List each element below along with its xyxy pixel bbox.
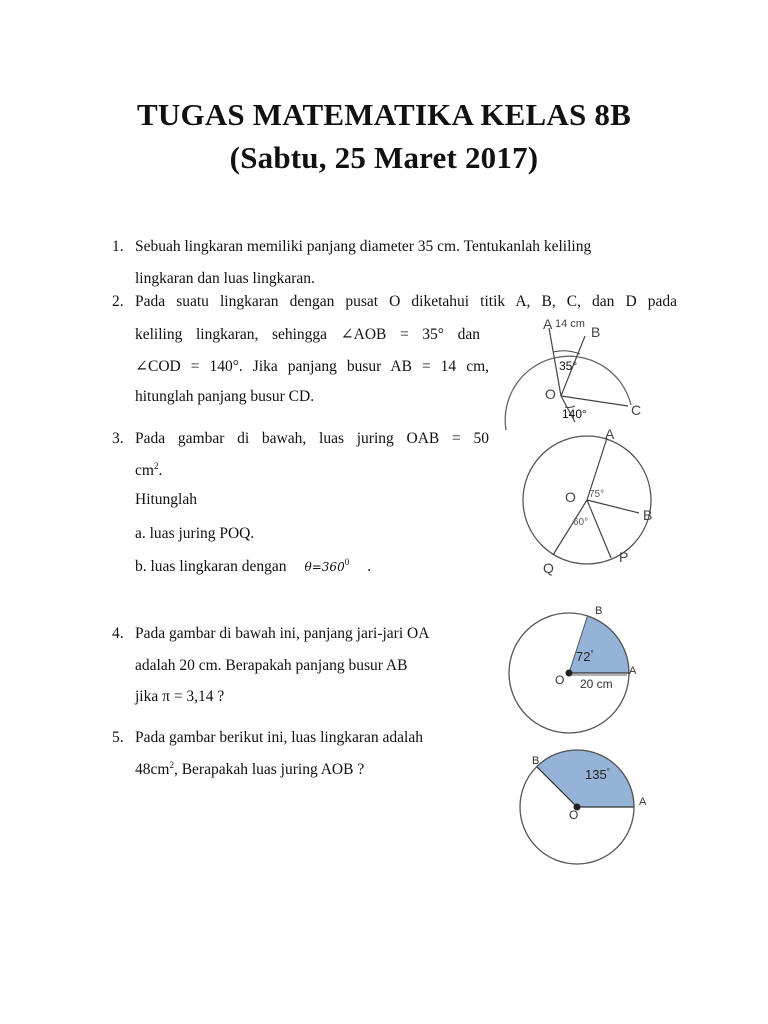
question-text: b. luas lingkaran dengan $\theta=360^0$ . (135, 556, 372, 575)
figure-q3-circle (505, 425, 665, 580)
radius-op (587, 500, 611, 558)
figure-q5-circle (505, 738, 665, 873)
label-a: A (543, 316, 553, 332)
radius-ob (587, 500, 639, 513)
label-angle-aob: 35° (559, 359, 578, 373)
label-b: B (643, 507, 653, 523)
label-a: A (629, 665, 637, 677)
shaded-sector (569, 616, 629, 673)
label-b: B (591, 324, 601, 340)
label-radius: 20 cm (580, 677, 613, 691)
label-c: C (631, 402, 642, 418)
question-text: a. luas juring POQ. (135, 525, 255, 542)
label-o: O (545, 386, 556, 402)
question-number: 3. (112, 430, 124, 447)
label-angle-aob: 75° (589, 489, 605, 500)
question-text: ∠COD = 140°. Jika panjang busur AB = 14 cm, (135, 358, 489, 375)
question-text: keliling lingkaran, sehingga ∠AOB = 35° dan (135, 326, 480, 343)
figure-q2-circle (495, 310, 655, 430)
label-arc-length: 14 cm (555, 318, 585, 330)
label-a: A (605, 426, 615, 442)
question-text: Pada suatu lingkaran dengan pusat O diketahui titik A, B, C, dan D pada (135, 293, 677, 310)
label-o: O (565, 489, 576, 505)
label-q: Q (543, 560, 554, 576)
label-b: B (532, 755, 540, 767)
page-title: TUGAS MATEMATIKA KELAS 8B (137, 97, 631, 132)
question-text: Pada gambar di bawah, luas juring OAB = 50 (135, 430, 489, 447)
label-angle-poq: 60° (573, 517, 589, 528)
question-text: hitunglah panjang busur CD. (135, 388, 315, 405)
center-point (566, 670, 573, 677)
question-number: 1. (112, 238, 124, 255)
page-subtitle: (Sabtu, 25 Maret 2017) (229, 140, 539, 175)
angle-mark (553, 351, 580, 354)
label-o: O (569, 808, 579, 822)
question-number: 5. (112, 729, 124, 746)
question-text: Sebuah lingkaran memiliki panjang diameter 35 cm. Tentukanlah keliling (135, 238, 592, 255)
label-o: O (555, 673, 565, 687)
question-text: $cm^2$. (135, 460, 163, 479)
question-text: Hitunglah (135, 491, 197, 508)
question-text: Pada gambar berikut ini, luas lingkaran adalah (135, 729, 423, 746)
question-text: Pada gambar di bawah ini, panjang jari-jari OA (135, 625, 430, 642)
label-angle-cod: 140° (562, 407, 587, 421)
label-angle: 135° (585, 767, 610, 782)
question-number: 4. (112, 625, 124, 642)
question-text: adalah 20 cm. Berapakah panjang busur AB (135, 657, 408, 674)
figure-q4-circle (500, 598, 660, 748)
label-p: P (619, 549, 629, 565)
label-b: B (595, 605, 603, 617)
question-text: lingkaran dan luas lingkaran. (135, 270, 315, 287)
question-text: jika π = 3,14 ? (135, 688, 225, 705)
radius-oc (561, 396, 628, 406)
question-number: 2. (112, 293, 124, 310)
label-angle: 72° (576, 649, 594, 664)
label-a: A (639, 796, 647, 808)
question-text: $48cm^2$, Berapakah luas juring AOB ? (135, 759, 365, 778)
